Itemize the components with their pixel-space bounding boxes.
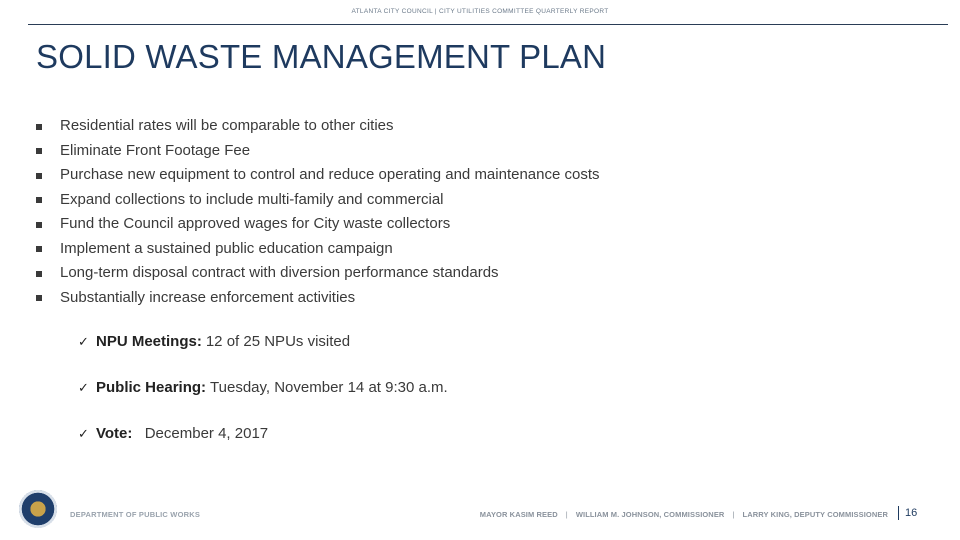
- bullet-text: Expand collections to include multi-family and commercial: [60, 190, 444, 208]
- square-bullet-icon: [36, 246, 42, 252]
- bullet-item: [36, 188, 600, 213]
- header-divider: [28, 24, 948, 25]
- check-label: Vote:: [96, 425, 133, 442]
- slide-title: SOLID WASTE MANAGEMENT PLAN: [36, 38, 607, 75]
- header-text: ATLANTA CITY COUNCIL | CITY UTILITIES COMMITTEE QUARTERLY REPORT: [351, 8, 609, 15]
- check-label: Public Hearing:: [96, 379, 207, 396]
- bullet-item: [36, 286, 600, 311]
- bullet-text: Long-term disposal contract with diversion performance standards: [60, 264, 499, 282]
- square-bullet-icon: [36, 197, 42, 203]
- square-bullet-icon: [36, 295, 42, 301]
- check-text: December 4, 2017: [136, 425, 269, 442]
- check-label: NPU Meetings:: [96, 333, 202, 350]
- checklist: [78, 332, 448, 470]
- deputy-commissioner-name: LARRY KING, DEPUTY COMMISSIONER: [742, 510, 888, 519]
- department-name: DEPARTMENT OF PUBLIC WORKS: [70, 510, 201, 519]
- mayor-name: MAYOR KASIM REED: [479, 510, 558, 519]
- square-bullet-icon: [36, 222, 42, 228]
- city-seal-icon: [19, 490, 57, 528]
- square-bullet-icon: [36, 124, 42, 130]
- check-text: Tuesday, November 14 at 9:30 a.m.: [210, 379, 448, 396]
- bullet-item: [36, 212, 600, 237]
- footer-separator: |: [565, 510, 568, 519]
- bullet-text: Fund the Council approved wages for City waste collectors: [60, 215, 451, 233]
- bullet-item: [36, 163, 600, 188]
- bullet-item: [36, 114, 600, 139]
- footer: [0, 490, 960, 530]
- square-bullet-icon: [36, 173, 42, 179]
- bullet-text: Eliminate Front Footage Fee: [60, 141, 251, 159]
- bullet-text: Purchase new equipment to control and reduce operating and maintenance costs: [60, 166, 600, 184]
- check-item: [78, 332, 448, 378]
- footer-separator: |: [732, 510, 735, 519]
- square-bullet-icon: [36, 148, 42, 154]
- check-item: [78, 378, 448, 424]
- check-item: [78, 424, 448, 470]
- checkmark-icon: ✓: [78, 380, 89, 395]
- bullet-text: Implement a sustained public education campaign: [60, 239, 393, 257]
- footer-credits: [480, 510, 888, 519]
- square-bullet-icon: [36, 271, 42, 277]
- bullet-text: Substantially increase enforcement activities: [60, 288, 356, 306]
- bullet-item: [36, 261, 600, 286]
- bullet-list: [36, 114, 600, 310]
- bullet-item: [36, 139, 600, 164]
- bullet-item: [36, 237, 600, 262]
- checkmark-icon: ✓: [78, 334, 89, 349]
- commissioner-name: WILLIAM M. JOHNSON, COMMISSIONER: [575, 510, 725, 519]
- bullet-text: Residential rates will be comparable to other cities: [60, 117, 394, 135]
- check-text: 12 of 25 NPUs visited: [205, 333, 351, 350]
- page-number: 16: [898, 506, 917, 520]
- checkmark-icon: ✓: [78, 426, 89, 441]
